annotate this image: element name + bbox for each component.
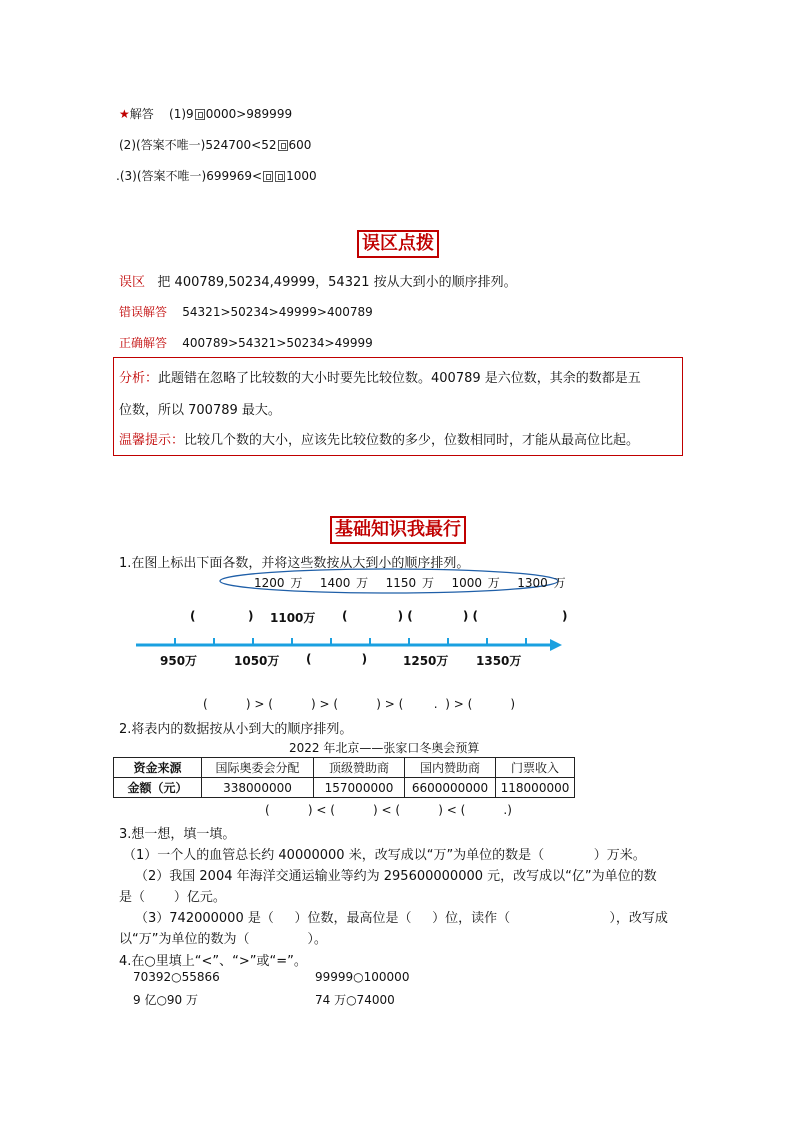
answer-line-2 [119,136,311,153]
table-header: 顶级赞助商 [314,758,405,778]
analysis-line-1 [119,367,641,386]
answer-line-1 [119,105,292,122]
table-cell: 338000000 [202,778,314,798]
basics-title: 基础知识我最行 [330,516,466,544]
table-title: 2022 年北京——张家口冬奥会预算 [289,741,480,755]
answer-dot: . [116,169,120,183]
wrong-answer [119,303,373,320]
table-row [114,778,575,798]
top-paren-group: ( ) ( ) ( [342,609,479,623]
top-paren-right: ) [248,609,254,623]
top-label-1100: 1100万 [270,611,316,625]
table-cell: 118000000 [496,778,575,798]
mistake-q-label: 误区 [119,275,146,290]
answer-text-2-tail: 600 [288,138,312,152]
table-header: 国际奥委会分配 [202,758,314,778]
right-answer [119,334,373,351]
placeholder-box-icon [263,171,273,182]
answer-line-3 [116,167,317,184]
bottom-paren: ( ) [306,652,368,666]
table-header: 门票收入 [496,758,575,778]
question-3-2a: （2）我国 2004 年海洋交通运输业等约为 295600000000 元，改写成以“亿”为单位的数 [135,869,657,884]
bottom-label: 1050万 [234,654,280,668]
compare-item: 9 亿○90 万 [133,993,199,1007]
placeholder-box-icon [278,140,288,151]
star-icon: ★ [119,107,130,121]
question-3: 3.想一想，填一填。 [119,827,236,842]
answer-text-3: (3)(答案不唯一)699969< [119,169,263,183]
question-2: 2.将表内的数据按从小到大的顺序排列。 [119,722,353,737]
oval-item: 1400 万 [319,576,369,590]
table-cell: 157000000 [314,778,405,798]
question-4: 4.在○里填上“<”、“>”或“=”。 [119,954,307,969]
order-answer-line: ( ) > ( ) > ( ) > ( . ) > ( ) [203,697,516,711]
oval-item: 1150 万 [385,576,434,590]
table-cell: 6600000000 [405,778,496,798]
mistake-q-text: 把 400789,50234,49999，54321 按从大到小的顺序排列。 [157,275,517,290]
tip-label: 温馨提示： [119,433,185,448]
compare-item: 99999○100000 [315,970,410,984]
placeholder-box-icon [275,171,285,182]
table-order-line: ( ) < ( ) < ( ) < ( .) [265,803,512,817]
analysis-text: 此题错在忽略了比较数的大小时要先比较位数。400789 是六位数，其余的数都是五 [158,371,641,386]
oval-numbers [254,574,566,591]
mistake-question [119,271,517,290]
bottom-label: 950万 [160,654,198,668]
answer-text-1: (1)9 [169,107,194,121]
question-3-1: （1）一个人的血管总长约 40000000 米，改写成以“万”为单位的数是（ ）万米。 [123,848,646,863]
right-label: 正确解答 [119,336,168,350]
answer-text-3-tail: 1000 [286,169,317,183]
question-3-2b: 是（ ）亿元。 [119,890,226,905]
answer-text-1-tail: 0000>989999 [205,107,293,121]
top-paren-end: ) [562,609,568,623]
table-row-label: 金额（元） [114,778,202,798]
analysis-label: 分析： [119,371,159,386]
bottom-label: 1350万 [476,654,522,668]
oval-item: 1200 万 [254,576,303,590]
budget-table [113,757,575,798]
compare-item: 70392○55866 [133,970,220,984]
tip-line [119,429,639,448]
answer-text-2: (2)(答案不唯一)524700<52 [119,138,277,152]
analysis-line-2: 位数，所以 700789 最大。 [119,403,281,418]
tip-text: 比较几个数的大小，应该先比较位数的多少，位数相同时，才能从最高位比起。 [184,433,640,448]
wrong-label: 错误解答 [119,305,168,319]
table-header: 国内赞助商 [405,758,496,778]
question-3-3a: （3）742000000 是（ ）位数，最高位是（ ）位，读作（ ），改写成 [135,911,668,926]
table-header: 资金来源 [114,758,202,778]
table-header-row [114,758,575,778]
right-text: 400789>54321>50234>49999 [182,336,373,350]
arrow-head-icon [550,639,562,651]
question-3-3b: 以“万”为单位的数为（ ）。 [119,932,327,947]
bottom-label: 1250万 [403,654,449,668]
oval-item: 1000 万 [451,576,500,590]
placeholder-box-icon [195,109,205,120]
answer-label: 解答 [129,107,154,121]
question-1: 1.在图上标出下面各数，并将这些数按从大到小的顺序排列。 [119,556,470,571]
wrong-text: 54321>50234>49999>400789 [182,305,373,319]
top-paren-left: ( [190,609,196,623]
compare-item: 74 万○74000 [315,993,395,1007]
oval-item: 1300 万 [517,576,566,590]
mistake-title: 误区点拨 [357,230,439,258]
